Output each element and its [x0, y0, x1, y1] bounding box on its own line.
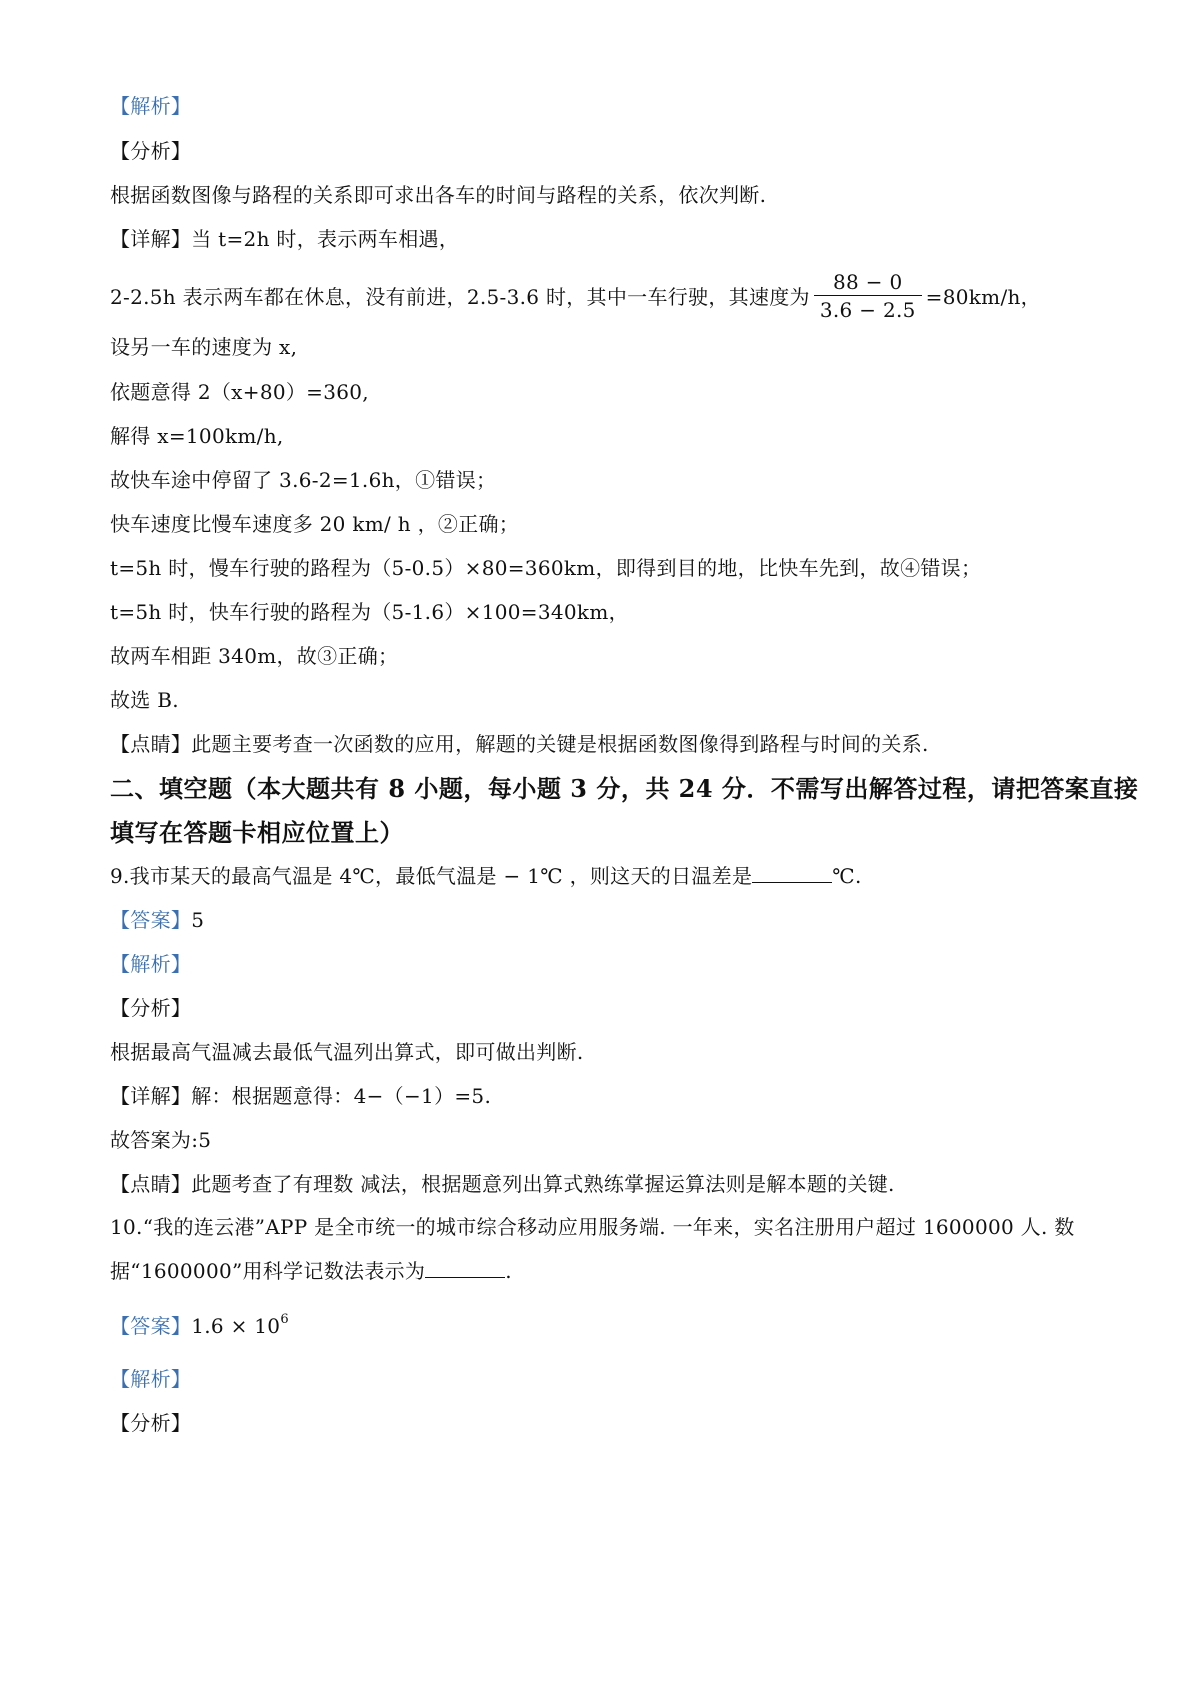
section-label-analysis: 【解析】 [110, 952, 192, 976]
paragraph: 根据函数图像与路程的关系即可求出各车的时间与路程的关系，依次判断. [110, 183, 767, 207]
paragraph-with-fraction [110, 268, 1041, 326]
speed-fraction [814, 269, 922, 324]
paragraph: 快车速度比慢车速度多 20 km/ h ，②正确； [110, 512, 520, 536]
paragraph-text: 此题考查了有理数 减法，根据题意列出算式熟练掌握运算法则是解本题的关键. [191, 1172, 895, 1196]
section-heading-cont: 填写在答题卡相应位置上） [110, 818, 404, 847]
question-text: . [505, 1259, 512, 1283]
question-10: 10.“我的连云港”APP 是全市统一的城市综合移动应用服务端. 一年来，实名注册用户超过 1600000 人. 数 [110, 1215, 1075, 1239]
paragraph: 故选 B. [110, 688, 179, 712]
fraction-denominator: 3.6 − 2.5 [814, 295, 922, 324]
question-10-cont [110, 1257, 512, 1285]
paragraph: t=5h 时，快车行驶的路程为（5-1.6）×100=340km， [110, 600, 629, 624]
section-label-breakdown: 【分析】 [110, 1411, 192, 1435]
answer-value: 5 [191, 908, 205, 932]
answer-blank [752, 862, 832, 883]
section-label-comment: 【点睛】 [110, 732, 192, 756]
paragraph: t=5h 时，慢车行驶的路程为（5-0.5）×80=360km，即得到目的地，比快车先到，故④错误； [110, 556, 982, 580]
paragraph-text: 当 t=2h 时，表示两车相遇， [191, 227, 460, 251]
answer-blank [425, 1257, 505, 1278]
paragraph: 故答案为:5 [110, 1128, 212, 1152]
paragraph: 根据最高气温减去最低气温列出算式，即可做出判断. [110, 1040, 584, 1064]
paragraph: 解得 x=100km/h, [110, 424, 284, 448]
section-label-breakdown: 【分析】 [110, 139, 192, 163]
question-text: 据“1600000”用科学记数法表示为 [110, 1259, 426, 1283]
answer-exponent: 6 [280, 1312, 289, 1327]
section-label-detail: 【详解】 [110, 227, 192, 251]
fraction-numerator: 88 − 0 [833, 270, 903, 294]
paragraph: 依题意得 2（x+80）=360, [110, 380, 369, 404]
answer-10 [110, 1312, 289, 1344]
paragraph-text: 2-2.5h 表示两车都在休息，没有前进，2.5-3.6 时，其中一车行驶，其速度为 [110, 285, 810, 309]
section-label-answer: 【答案】 [110, 908, 192, 932]
paragraph: 故快车途中停留了 3.6-2=1.6h，①错误； [110, 468, 497, 492]
paragraph [110, 225, 459, 253]
question-text: ℃. [832, 864, 862, 888]
section-label-analysis: 【解析】 [110, 1367, 192, 1391]
question-9 [110, 862, 862, 890]
paragraph [110, 730, 929, 758]
section-label-detail: 【详解】 [110, 1084, 192, 1108]
paragraph: 故两车相距 340m，故③正确； [110, 644, 399, 668]
section-label-answer: 【答案】 [110, 1314, 192, 1338]
answer-9 [110, 906, 204, 934]
section-label-breakdown: 【分析】 [110, 996, 192, 1020]
question-text: 9.我市某天的最高气温是 4℃，最低气温是 − 1℃ ，则这天的日温差是 [110, 864, 753, 888]
paragraph [110, 1170, 895, 1198]
section-heading: 二、填空题（本大题共有 8 小题，每小题 3 分，共 24 分．不需写出解答过程，请把答案直接 [110, 774, 1139, 803]
paragraph [110, 1082, 491, 1110]
section-label-comment: 【点睛】 [110, 1172, 192, 1196]
paragraph-text: =80km/h， [925, 285, 1041, 309]
answer-base: 1.6 × 10 [191, 1314, 281, 1338]
section-label-analysis: 【解析】 [110, 94, 192, 118]
paragraph: 设另一车的速度为 x, [110, 335, 298, 359]
paragraph-text: 此题主要考查一次函数的应用，解题的关键是根据函数图像得到路程与时间的关系. [191, 732, 929, 756]
paragraph-text: 解：根据题意得：4−（−1）=5. [191, 1084, 492, 1108]
